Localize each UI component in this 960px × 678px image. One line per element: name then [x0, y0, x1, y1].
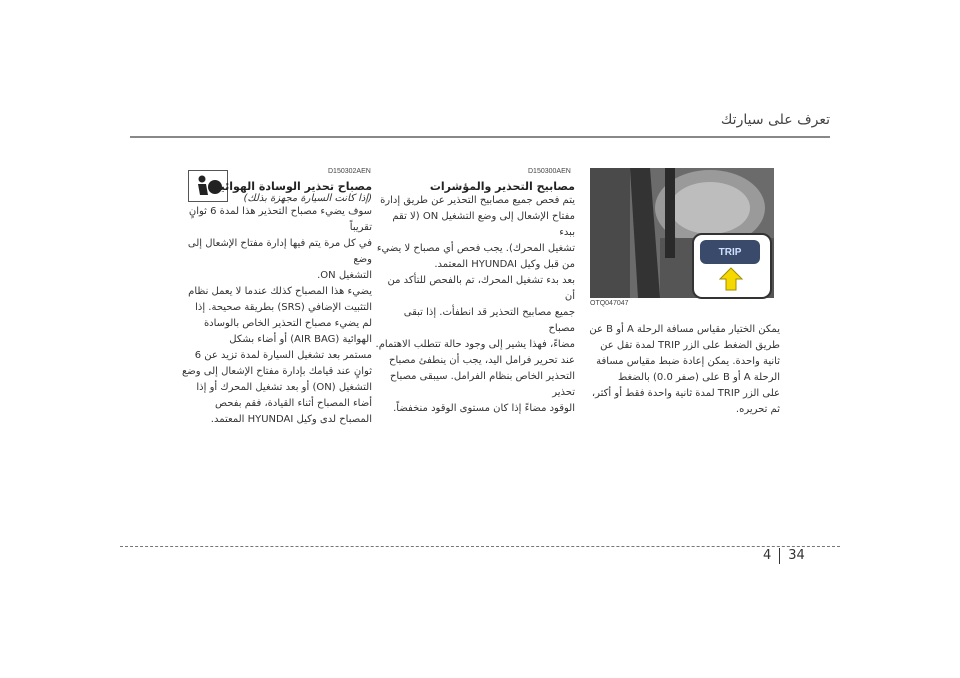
- text-line: أضاء المصباح أثناء القيادة، فقم بفحص: [215, 398, 372, 409]
- section-code: D150300AEN: [528, 168, 571, 175]
- text-line: يضيء هذا المصباح كذلك عندما لا يعمل نظام: [188, 286, 372, 297]
- text-line: التشغيل (ON) أو بعد تشغيل المحرك أو إذا: [196, 382, 372, 393]
- text-line: الوقود مضاءً إذا كان مستوى الوقود منخفضاً.: [393, 403, 575, 414]
- text-line: على الزر TRIP لمدة ثانية واحدة فقط أو أكثر،: [591, 388, 780, 399]
- text-line: ثانية واحدة. يمكن إعادة ضبط مقياس مسافة: [596, 356, 780, 367]
- chapter-number: 4: [763, 548, 772, 563]
- text-line: مستمر بعد تشغيل السيارة لمدة تزيد عن 6: [194, 350, 372, 361]
- text-line: ثوانٍ عند قيامك بإدارة مفتاح الإشعال إلى وضع: [181, 366, 372, 377]
- section-code: D150302AEN: [328, 168, 371, 175]
- page-header-title: تعرف على سيارتك: [720, 112, 830, 128]
- section-subheading: (إذا كانت السيارة مجهزة بذلك): [243, 193, 372, 204]
- text-line: مضاءً، فهذا يشير إلى وجود حالة تتطلب الاهتمام.: [375, 339, 575, 350]
- airbag-warning-section: [177, 180, 372, 428]
- text-line: لم يضيء مصباح التحذير الخاص بالوسادة: [203, 318, 372, 329]
- text-line: عند تحرير فرامل اليد، يجب أن ينطفئ مصباح: [389, 355, 575, 366]
- text-line: الرحلة A أو B على (صفر 0.0) بالضغط: [617, 372, 780, 383]
- text-line: التشغيل ON.: [317, 270, 372, 281]
- up-arrow-icon: [718, 266, 744, 292]
- trip-button[interactable]: TRIP: [700, 240, 760, 264]
- text-line: جميع مصابيح التحذير قد انطفأت. إذا تبقى مصباح: [403, 307, 575, 334]
- section-heading: مصباح تحذير الوسادة الهوائية: [213, 180, 372, 193]
- text-line: ثم تحريره.: [735, 404, 780, 415]
- text-line: من قبل وكيل HYUNDAI المعتمد.: [434, 259, 575, 270]
- text-line: التثبيت الإضافي (SRS) بطريقة صحيحة. إذا: [195, 302, 372, 313]
- text-line: سوف يضيء مصباح التحذير هذا لمدة 6 ثوانٍ تقريباً: [188, 206, 372, 233]
- page-number: [763, 548, 805, 564]
- trip-description: [580, 322, 780, 418]
- text-line: التحذير الخاص بنظام الفرامل. سيبقى مصباح تحذير: [389, 371, 575, 398]
- text-line: يتم فحص جميع مصابيح التحذير عن طريق إدارة: [380, 195, 575, 206]
- text-line: المصباح لدى وكيل HYUNDAI المعتمد.: [210, 414, 372, 425]
- text-line: مفتاح الإشعال إلى وضع التشغيل ON (لا تقم ببدء: [392, 211, 575, 238]
- text-line: طريق الضغط على الزر TRIP لمدة تقل عن: [600, 340, 780, 351]
- photo-code: OTQ047047: [590, 300, 629, 307]
- text-line: الهوائية (AIR BAG) أو أضاء بشكل: [229, 334, 372, 345]
- warning-lights-section: [375, 180, 575, 417]
- page-number-value: 34: [788, 548, 805, 563]
- text-line: يمكن الختيار مقياس مسافة الرحلة A أو B عن: [589, 324, 780, 335]
- text-line: بعد بدء تشغيل المحرك، تم بالفحص للتأكد من أن: [387, 275, 575, 302]
- footer-divider: [120, 546, 840, 547]
- section-heading: مصابيح التحذير والمؤشرات: [429, 180, 575, 193]
- header-divider: [130, 136, 830, 138]
- text-line: تشغيل المحرك). يجب فحص أي مصباح لا يضيء: [376, 243, 575, 254]
- text-line: في كل مرة يتم فيها إدارة مفتاح الإشعال إلى وضع: [187, 238, 372, 265]
- page-separator: [779, 548, 780, 564]
